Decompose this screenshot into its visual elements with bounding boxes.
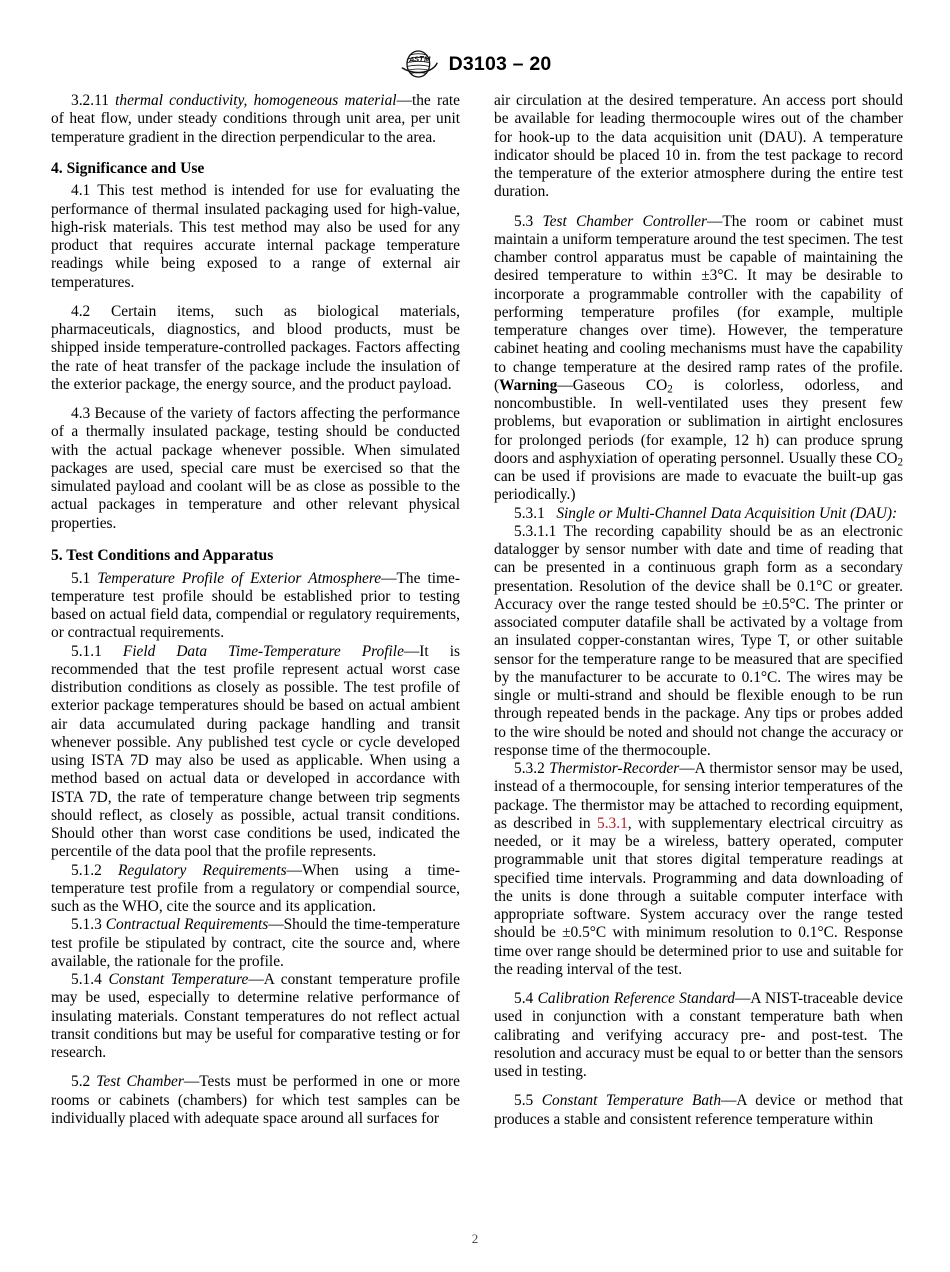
clause-number: 5.3 <box>514 212 534 230</box>
defined-term: thermal conductivity, homogeneous material <box>115 92 397 109</box>
defined-term: Calibration Reference Standard <box>537 990 736 1007</box>
defined-term: Contractual Requirements <box>105 916 269 934</box>
warning-label: Warning <box>499 376 558 394</box>
paragraph-5-4 <box>494 990 903 1081</box>
defined-term: Test Chamber Controller <box>542 212 707 230</box>
defined-term: Regulatory Requirements <box>117 861 287 879</box>
clause-number: 5.1.3 <box>71 916 102 934</box>
svg-text:A: A <box>408 55 415 64</box>
clause-number: 3.2.11 <box>71 92 109 109</box>
section-heading-4: 4. Significance and Use <box>51 159 205 177</box>
paragraph-5-1-1 <box>51 643 460 862</box>
paragraph-4-1: 4.1 This test method is intended for use for evaluating the performance of thermal insulated packaging used for high-value, high-risk materials. This test method may also be used for any product that requires accurate internal package temperature readings while being exposed to a range of external air temperatures. <box>51 182 460 291</box>
paragraph-5-3-2 <box>494 760 903 979</box>
paragraph-5-1-3 <box>51 916 460 971</box>
paragraph-5-5 <box>494 1092 903 1129</box>
paragraph-continued-5-2: air circulation at the desired temperature. An access port should be available for leading thermocouple wires out of the chamber for hook-up to the data acquisition unit (DAU). A temperature indicator should be placed 10 in. from the test package to record the temperature of the exterior atmosphere during the entire test duration. <box>494 92 903 201</box>
defined-term: Field Data Time-Temperature Profile <box>122 642 404 660</box>
clause-body-part-2a: —Gaseous CO <box>557 376 668 394</box>
defined-term: Single or Multi-Channel Data Acquisition Unit (DAU): <box>556 504 898 522</box>
page-footer <box>0 1230 950 1248</box>
right-column <box>494 92 903 1129</box>
defined-term: Temperature Profile of Exterior Atmosphere <box>97 569 382 587</box>
subscript-co2-first: 2 <box>667 383 673 396</box>
paragraph-4-2: 4.2 Certain items, such as biological materials, pharmaceuticals, diagnostics, and blood products, must be shipped inside temperature-controlled packages. Factors affecting the rate of heat transfer of the package include the insulation of the exterior package, the energy source, and the product payload. <box>51 302 460 393</box>
paragraph-5-1-4 <box>51 971 460 1062</box>
clause-body-part-2c: can be used if provisions are made to evacuate the built-up gas periodically.) <box>494 468 903 504</box>
clause-body-part-1: —A thermistor sensor may be used, instead of a thermocouple, for sensing interior temperatures of the package. The thermistor may be attached to recording equipment, as described in <box>494 760 903 832</box>
clause-body: —Tests must be performed in one or more rooms or cabinets (chambers) for which test samples can be individually placed with adequate space around all surfaces for <box>51 1073 460 1127</box>
clause-number: 5.4 <box>514 990 534 1007</box>
paragraph-4-3: 4.3 Because of the variety of factors affecting the performance of a thermally insulated package, testing should be conducted with the actual package whenever possible. When simulated packages are used, special care must be exercised so that the simulated payload and coolant will be as close as possible to the actual packages in temperature and other relevant physical properties. <box>51 405 460 532</box>
clause-body-part-2b: is colorless, odorless, and noncombustible. In well-ventilated uses they present few problems, but evaporation or sublimation in airtight enclosures for prolonged periods (for example, 12 h) can produce sprung doors and asphyxiation of operating personnel. Usually these CO <box>494 376 903 467</box>
header-inner <box>399 50 552 78</box>
clause-body: —A device or method that produces a stable and consistent reference temperature within <box>494 1092 903 1128</box>
clause-body: —the rate of heat flow, under steady conditions through unit area, per unit temperature gradient in the direction perpendicular to the area. <box>51 92 461 146</box>
paragraph-5-1 <box>51 570 460 643</box>
paragraph-3-2-11 <box>51 92 460 147</box>
left-column <box>51 92 460 1129</box>
clause-body: —Should the time-temperature test profile be stipulated by contract, cite the source and, where available, the rationale for the profile. <box>51 916 460 970</box>
page-number: 2 <box>471 1231 479 1246</box>
clause-number: 5.2 <box>71 1073 91 1091</box>
paragraph-5-3 <box>494 213 903 505</box>
clause-number: 5.1 <box>71 569 91 587</box>
clause-number: 5.5 <box>514 1092 534 1110</box>
defined-term: Constant Temperature <box>108 971 249 989</box>
page-title: D3103 – 20 <box>448 52 552 75</box>
paragraph-5-2 <box>51 1073 460 1128</box>
paragraph-5-1-2 <box>51 862 460 917</box>
clause-number: 5.3.2 <box>514 760 545 777</box>
clause-body: —A NIST-traceable device used in conjunction with a constant temperature bath when calibrating and verifying accuracy pre- and post-test. The resolution and accuracy must be equal to or better than the sensors used in testing. <box>494 990 904 1080</box>
clause-body: —A constant temperature profile may be used, especially to determine relative performance of insulating materials. Constant temperatures do not reflect actual transit conditions but may be useful for comparative testing or for research. <box>51 971 460 1062</box>
clause-body-part-2: , with supplementary electrical circuitry as needed, or it may be a wireless, battery operated, computer programmable unit that stores digital temperature readings at specified time intervals. Programming and data downloading of the units is done through a suitable computer interface with appropriate software. System accuracy over the range tested should be ±0.5°C with minimum resolution to 0.1°C. Response time over range should be determined prior to use and suitable for the reading interval of the test. <box>494 814 903 978</box>
svg-text:M: M <box>423 54 430 64</box>
astm-logo-icon <box>399 50 439 78</box>
clause-body: —When using a time-temperature test profile from a regulatory or compendial source, such as the WHO, cite the source and its application. <box>51 861 460 916</box>
clause-body: —It is recommended that the test profile represent actual worst case distribution conditions as closely as possible. The test profile of exterior package temperatures should be based on actual ambient air data accumulated during package handling and transit whenever possible. Any published test cycle or cycle developed using ISTA 7D may also be used as applicable. When using a method based on actual data or developed in accordance with ISTA 7D, the rate of temperature change between trip segments should reflect, as closely as possible, actual transit conditions. Should other than worst case conditions be used, indicated the percentile of the data pool that the profile represents. <box>51 642 460 861</box>
defined-term: Test Chamber <box>96 1073 184 1091</box>
clause-number: 5.3.1 <box>514 504 545 522</box>
defined-term: Constant Temperature Bath <box>541 1092 722 1110</box>
svg-text:S: S <box>413 54 419 64</box>
subscript-co2-second: 2 <box>897 456 903 469</box>
clause-number: 5.1.1 <box>71 642 102 660</box>
paragraph-5-3-1 <box>494 505 903 523</box>
defined-term: Thermistor-Recorder <box>549 760 680 777</box>
clause-body: —The time-temperature test profile should be established prior to testing based on actual field data, compendial or regulatory requirements, or contractual requirements. <box>51 569 460 642</box>
page-header <box>0 44 950 84</box>
clause-body-part-1: —The room or cabinet must maintain a uniform temperature around the test specimen. The test chamber control apparatus must be capable of maintaining the desired temperature to within ±3°C. It may be desirable to incorporate a programmable controller with the capability of performing temperature profiles (for example, multiple temperature changes over time). However, the temperature cabinet heating and cooling mechanisms must have the capability to change temperature at the desired ramp rates of the profile. ( <box>494 212 903 394</box>
clause-number: 5.1.2 <box>71 861 102 879</box>
cross-reference-link-5-3-1[interactable]: 5.3.1 <box>597 814 628 832</box>
section-heading-5: 5. Test Conditions and Apparatus <box>51 546 274 564</box>
paragraph-5-3-1-1: 5.3.1.1 The recording capability should be as an electronic datalogger by sensor number with date and time of reading that can be presented in a continuous graph form as a secondary presentation. Resolution of the device shall be 0.1°C or greater. Accuracy over the range tested should be ±0.5°C. The printer or associated computer datafile shall be activated by a voltage from an insulated copper-constantan wires, Type T, or other suitable sensor for the temperature range to be measured that are specified by the manufacturer to be accurate to 0.1°C. The wires may be single or multi-strand and should be flexible enough to be run through repeated bends in the package. Any tips or probes added to the wire should be noted and should not change the accuracy or response time of the thermocouple. <box>494 522 903 759</box>
two-column-body <box>51 92 903 1129</box>
clause-number: 5.1.4 <box>71 971 102 989</box>
svg-text:T: T <box>418 54 424 63</box>
